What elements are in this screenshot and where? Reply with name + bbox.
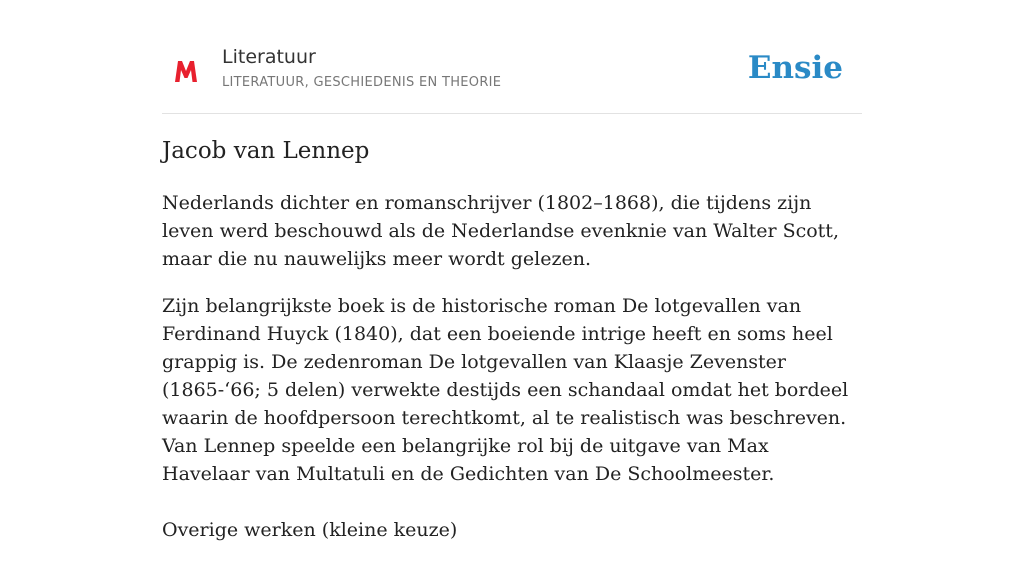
- section-heading: Overige werken (kleine keuze): [162, 519, 458, 541]
- article-body: [162, 189, 862, 563]
- m-logo-icon[interactable]: [173, 58, 199, 84]
- article-paragraph: Zijn belangrijkste boek is de historische roman De lotgevallen van Ferdinand Huyck (1840), dat een boeiende intrige heeft en soms heel grappig is. De zedenroman De lotgevallen van Klaasje Zevenster (1865-‘66; 5 delen) verwekte destijds een schandaal omdat het bordeel waarin de hoofdpersoon terechtkomt, al te realistisch was beschreven. Van Lennep speelde een belangrijke rol bij de uitgave van Max Havelaar van Multatuli en de Gedichten van De Schoolmeester.: [162, 295, 849, 485]
- header: [162, 0, 862, 114]
- page: [162, 0, 862, 541]
- source-subtitle: LITERATUUR, GESCHIEDENIS EN THEORIE: [222, 75, 502, 90]
- article-title: Jacob van Lennep: [162, 138, 370, 164]
- source-title[interactable]: Literatuur: [222, 46, 316, 68]
- article-paragraph: Nederlands dichter en romanschrijver (1802–1868), die tijdens zijn leven werd beschouwd als de Nederlandse evenknie van Walter Scott, maar die nu nauwelijks meer wordt gelezen.: [162, 192, 839, 270]
- brand-logo[interactable]: Ensie: [747, 50, 843, 86]
